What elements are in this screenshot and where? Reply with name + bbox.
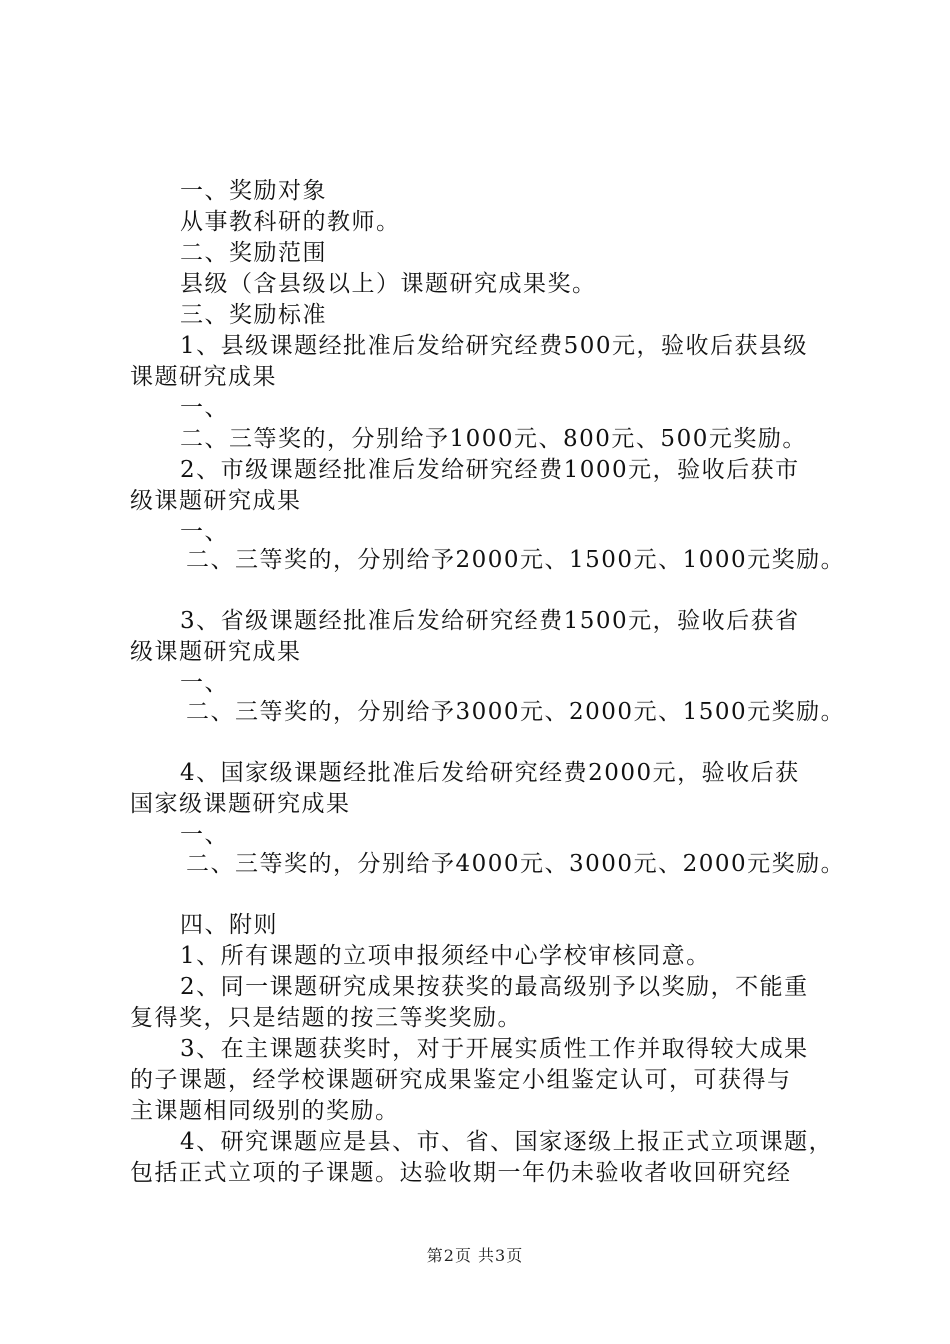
heading-award-scope: 二、奖励范围 (180, 240, 327, 266)
text-line: 2、同一课题研究成果按获奖的最高级别予以奖励，不能重 (180, 974, 809, 1000)
text-line: 3、在主课题获奖时，对于开展实质性工作并取得较大成果 (180, 1036, 809, 1062)
text-line: 4、研究课题应是县、市、省、国家逐级上报正式立项课题， (180, 1129, 834, 1155)
text-line: 一、 (180, 670, 229, 696)
text-line: 二、三等奖的，分别给予2000元、1500元、1000元奖励。 (186, 547, 846, 573)
heading-award-target: 一、奖励对象 (180, 178, 327, 204)
text-line: 1、所有课题的立项申报须经中心学校审核同意。 (180, 943, 711, 969)
text-line: 一、 (180, 395, 229, 421)
text-line: 3、省级课题经批准后发给研究经费1500元，验收后获省 (180, 608, 800, 634)
page-number-footer: 第2页 共3页 (426, 1246, 524, 1265)
text-line: 1、县级课题经批准后发给研究经费500元，验收后获县级 (180, 333, 809, 359)
text-line: 从事教科研的教师。 (180, 209, 401, 235)
text-line: 二、三等奖的，分别给予3000元、2000元、1500元奖励。 (186, 699, 846, 725)
text-line: 的子课题，经学校课题研究成果鉴定小组鉴定认可，可获得与 (130, 1067, 792, 1093)
text-line: 一、 (180, 822, 229, 848)
text-line: 主课题相同级别的奖励。 (130, 1098, 400, 1124)
text-line: 课题研究成果 (130, 364, 277, 390)
text-line: 二、三等奖的，分别给予4000元、3000元、2000元奖励。 (186, 851, 846, 877)
text-line: 2、市级课题经批准后发给研究经费1000元，验收后获市 (180, 457, 800, 483)
text-line: 复得奖，只是结题的按三等奖奖励。 (130, 1005, 522, 1031)
text-line: 级课题研究成果 (130, 639, 302, 665)
text-line: 包括正式立项的子课题。达验收期一年仍未验收者收回研究经 (130, 1160, 792, 1186)
heading-supplementary-rules: 四、附则 (180, 912, 278, 938)
text-line: 4、国家级课题经批准后发给研究经费2000元，验收后获 (180, 760, 800, 786)
text-line: 二、三等奖的，分别给予1000元、800元、500元奖励。 (180, 426, 807, 452)
text-line: 一、 (180, 519, 229, 545)
heading-award-standard: 三、奖励标准 (180, 302, 327, 328)
text-line: 国家级课题研究成果 (130, 791, 351, 817)
text-line: 县级（含县级以上）课题研究成果奖。 (180, 271, 597, 297)
text-line: 级课题研究成果 (130, 488, 302, 514)
